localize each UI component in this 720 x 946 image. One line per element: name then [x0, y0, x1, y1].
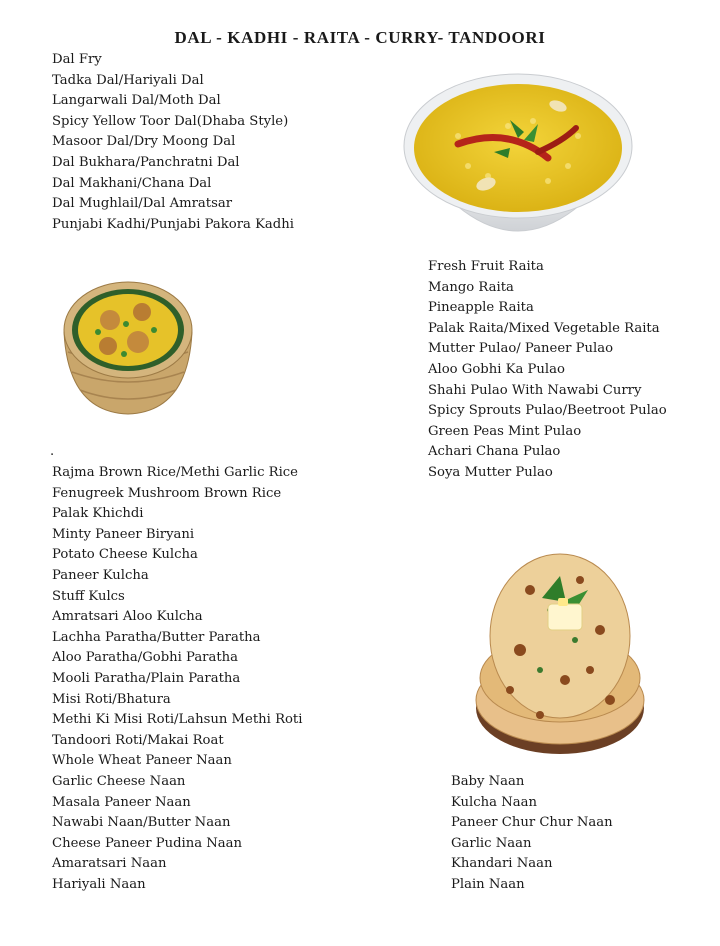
raita-pulao-item: Palak Raita/Mixed Vegetable Raita — [428, 320, 660, 336]
raita-pulao-item: Achari Chana Pulao — [428, 444, 561, 460]
raita-pulao-item: Mutter Pulao/ Paneer Pulao — [428, 341, 614, 357]
raita-pulao-item: Fresh Fruit Raita — [428, 259, 544, 274]
rice-bread-item: Minty Paneer Biryani — [52, 526, 195, 542]
rice-bread-item: Garlic Cheese Naan — [52, 773, 186, 789]
rice-bread-item: Potato Cheese Kulcha — [52, 547, 198, 563]
dal-item: Dal Fry — [52, 52, 102, 67]
raita-pulao-list — [428, 257, 667, 484]
dal-list — [52, 50, 294, 235]
page-title: DAL - KADHI - RAITA - CURRY- TANDOORI — [174, 28, 546, 47]
dal-item: Punjabi Kadhi/Punjabi Pakora Kadhi — [52, 216, 294, 232]
naan-item: Khandari Naan — [451, 856, 553, 872]
rice-bread-item: Mooli Paratha/Plain Paratha — [52, 670, 241, 686]
dal-item: Dal Mughlail/Dal Amratsar — [52, 196, 233, 212]
naan-list — [451, 772, 613, 896]
dal-item: Masoor Dal/Dry Moong Dal — [52, 134, 236, 150]
raita-pulao-item: Shahi Pulao With Nawabi Curry — [428, 382, 642, 398]
dal-item: Langarwali Dal/Moth Dal — [52, 93, 221, 109]
dal-bowl-icon — [398, 66, 638, 256]
rice-bread-item: Tandoori Roti/Makai Roat — [52, 732, 224, 748]
rice-bread-item: Rajma Brown Rice/Methi Garlic Rice — [52, 465, 298, 480]
rice-bread-item: Lachha Paratha/Butter Paratha — [52, 629, 261, 645]
naan-stack-image — [470, 540, 648, 762]
kadhi-basket-icon — [58, 272, 198, 418]
raita-pulao-item: Spicy Sprouts Pulao/Beetroot Pulao — [428, 403, 667, 419]
raita-pulao-item: Pineapple Raita — [428, 300, 534, 316]
dal-item: Dal Bukhara/Panchratni Dal — [52, 154, 240, 170]
dal-bowl-image — [398, 66, 638, 256]
naan-item: Kulcha Naan — [451, 794, 537, 810]
rice-bread-item: Cheese Paneer Pudina Naan — [52, 835, 243, 851]
raita-pulao-item: Mango Raita — [428, 279, 514, 295]
rice-bread-item: Fenugreek Mushroom Brown Rice — [52, 485, 282, 501]
rice-bread-item: Amaratsari Naan — [52, 856, 167, 872]
naan-item: Baby Naan — [451, 774, 525, 789]
dal-item: Spicy Yellow Toor Dal(Dhaba Style) — [52, 113, 289, 129]
dal-item: Tadka Dal/Hariyali Dal — [52, 72, 204, 88]
rice-bread-item: Nawabi Naan/Butter Naan — [52, 815, 231, 831]
dal-item: Dal Makhani/Chana Dal — [52, 175, 212, 191]
naan-item: Garlic Naan — [451, 835, 532, 851]
raita-pulao-item: Aloo Gobhi Ka Pulao — [428, 361, 565, 377]
rice-bread-list — [52, 463, 302, 895]
rice-bread-item: Palak Khichdi — [52, 506, 144, 522]
naan-item: Paneer Chur Chur Naan — [451, 815, 613, 831]
rice-bread-item: Stuff Kulcs — [52, 588, 125, 604]
rice-bread-item: Aloo Paratha/Gobhi Paratha — [52, 650, 239, 666]
raita-pulao-item: Green Peas Mint Pulao — [428, 423, 582, 439]
naan-stack-icon — [470, 540, 648, 762]
raita-pulao-item: Soya Mutter Pulao — [428, 464, 553, 480]
rice-bread-item: Whole Wheat Paneer Naan — [52, 753, 232, 769]
separator-dot: . — [50, 444, 55, 459]
rice-bread-item: Amratsari Aloo Kulcha — [52, 609, 203, 625]
naan-item: Plain Naan — [451, 876, 525, 892]
kadhi-basket-image — [58, 272, 198, 418]
rice-bread-item: Misi Roti/Bhatura — [52, 691, 171, 707]
rice-bread-item: Hariyali Naan — [52, 876, 146, 892]
rice-bread-item: Masala Paneer Naan — [52, 794, 191, 810]
rice-bread-item: Paneer Kulcha — [52, 567, 149, 583]
rice-bread-item: Methi Ki Misi Roti/Lahsun Methi Roti — [52, 712, 303, 728]
